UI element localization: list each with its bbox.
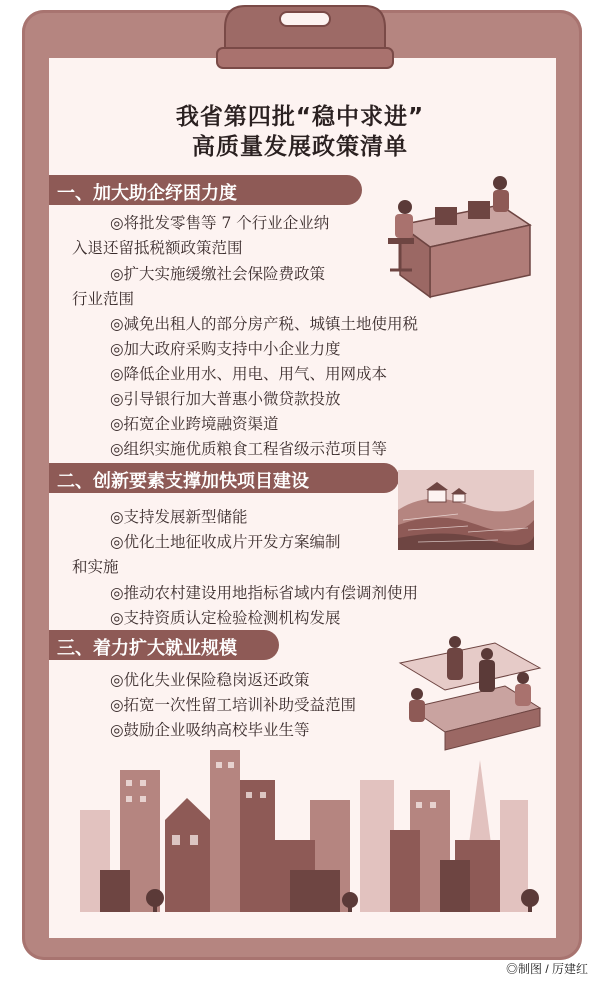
page-title-line2: 高质量发展政策清单 <box>192 134 408 160</box>
section-1-heading: 一、加大助企纾困力度 <box>57 183 237 204</box>
page-title-line1: 我省第四批“稳中求进” <box>175 104 425 130</box>
list-item: ◎组织实施优质粮食工程省级示范项目等 <box>110 440 388 458</box>
list-item: ◎优化失业保险稳岗返还政策 <box>110 671 310 689</box>
section-1-bar <box>49 175 362 205</box>
list-item: ◎支持发展新型储能 <box>110 508 248 526</box>
office-workers-illustration <box>380 165 540 300</box>
list-item: ◎推动农村建设用地指标省域内有偿调剂使用 <box>110 584 419 602</box>
list-item: ◎降低企业用水、用电、用气、用网成本 <box>110 365 388 383</box>
section-2-heading: 二、创新要素支撑加快项目建设 <box>57 471 309 492</box>
list-item: ◎扩大实施缓缴社会保险费政策 <box>110 265 326 283</box>
list-item: ◎拓宽一次性留工培训补助受益范围 <box>110 696 357 714</box>
list-item: 和实施 <box>72 558 119 576</box>
list-item: ◎加大政府采购支持中小企业力度 <box>110 340 341 358</box>
section-3-bar <box>49 630 279 660</box>
list-item: ◎引导银行加大普惠小微贷款投放 <box>110 390 341 408</box>
section-2-bar <box>49 463 399 493</box>
list-item: 入退还留抵税额政策范围 <box>72 239 243 257</box>
list-item: ◎减免出租人的部分房产税、城镇土地使用税 <box>110 315 419 333</box>
image-credit: ◎制图 / 厉建红 <box>505 962 588 976</box>
list-item: 行业范围 <box>72 290 135 308</box>
list-item: ◎拓宽企业跨境融资渠道 <box>110 415 279 433</box>
meeting-illustration <box>395 628 543 756</box>
clipboard-clip-icon <box>205 0 405 70</box>
list-item: ◎将批发零售等 7 个行业企业纳 <box>110 214 330 232</box>
list-item: ◎优化土地征收成片开发方案编制 <box>110 533 341 551</box>
rural-landscape-illustration <box>398 470 534 550</box>
list-item: ◎支持资质认定检验检测机构发展 <box>110 609 341 627</box>
section-3-heading: 三、着力扩大就业规模 <box>57 638 237 659</box>
city-skyline-illustration <box>60 740 550 912</box>
list-item: ◎鼓励企业吸纳高校毕业生等 <box>110 721 310 739</box>
